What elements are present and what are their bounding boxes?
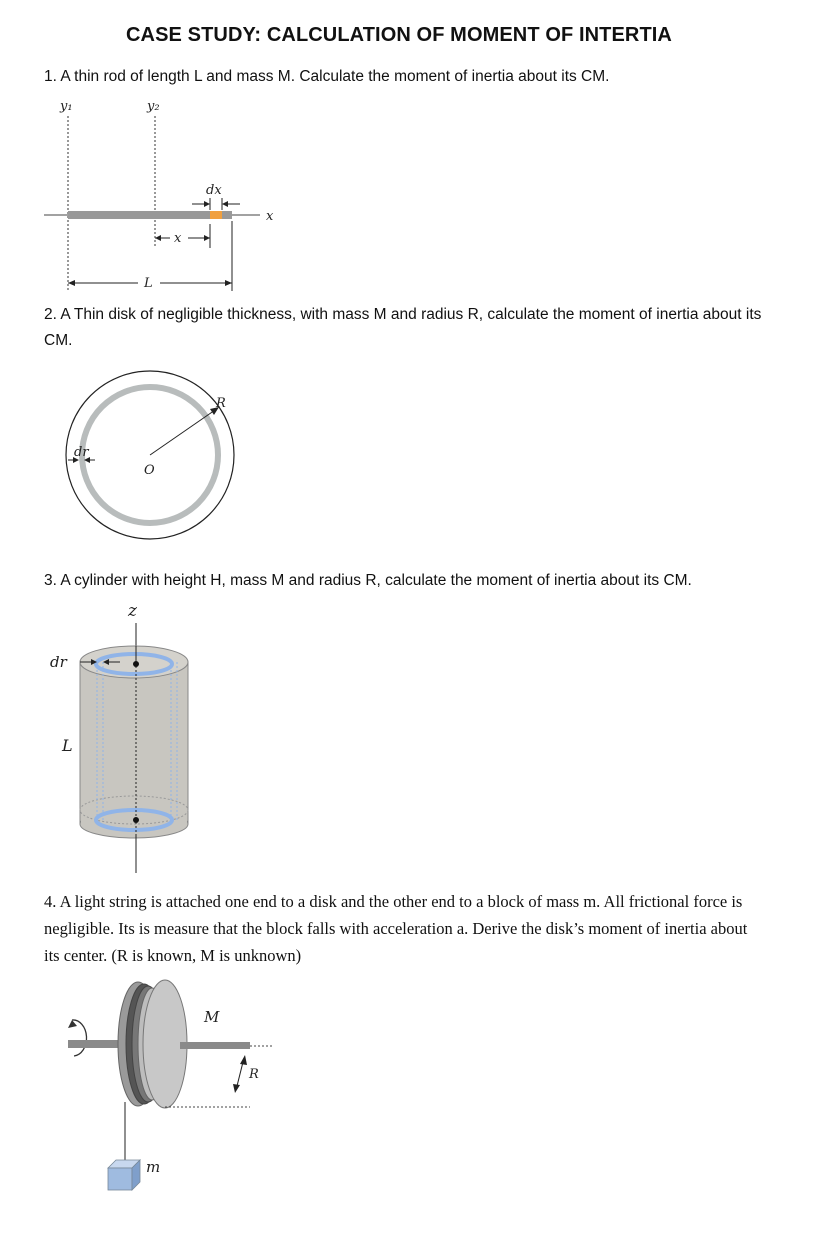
figure-cylinder bbox=[40, 598, 240, 878]
fig1-L-label: L bbox=[144, 276, 153, 291]
fig2-O-label: O bbox=[144, 463, 155, 478]
fig4-M-label: M bbox=[204, 1008, 220, 1026]
question-1: 1. A thin rod of length L and mass M. Calculate the moment of inertia about its CM. bbox=[44, 68, 610, 85]
fig3-dr-label: dr bbox=[50, 653, 67, 671]
fig3-L-label: L bbox=[62, 736, 73, 755]
thin-rod bbox=[68, 211, 232, 219]
block-mass bbox=[108, 1168, 132, 1190]
fig1-x-label: x bbox=[174, 231, 182, 246]
question-2: 2. A Thin disk of negligible thickness, with mass M and radius R, calculate the moment of inertia about its CM. bbox=[44, 306, 762, 349]
question-4: 4. A light string is attached one end to a disk and the other end to a block of mass m. All frictional force is negligible. Its is measure that the block falls with acceleration a. Derive the disk’s moment of inertia about its center. (R is known, M is unknown) bbox=[44, 892, 748, 965]
page-title: CASE STUDY: CALCULATION OF MOMENT OF INTERTIA bbox=[126, 24, 672, 46]
axle-right bbox=[180, 1042, 250, 1049]
fig4-m-label: m bbox=[146, 1158, 161, 1176]
figure-thin-rod bbox=[40, 96, 300, 296]
fig1-y1-label: y₁ bbox=[60, 99, 73, 114]
fig1-dx-label: dx bbox=[206, 183, 222, 198]
fig2-dr-label: dr bbox=[74, 445, 89, 460]
fig4-R-label: R bbox=[249, 1067, 259, 1082]
figure-disk-with-hanging-mass bbox=[50, 972, 310, 1202]
fig2-R-label: R bbox=[216, 396, 226, 411]
question-3: 3. A cylinder with height H, mass M and radius R, calculate the moment of inertia about its CM. bbox=[44, 572, 692, 589]
fig1-x-axis-label: x bbox=[266, 209, 274, 224]
fig3-z-label: z bbox=[128, 601, 137, 621]
figure-thin-disk bbox=[60, 372, 260, 542]
fig1-y2-label: y₂ bbox=[147, 99, 160, 114]
rod-element-dx bbox=[210, 211, 222, 219]
radius-line bbox=[150, 408, 218, 455]
